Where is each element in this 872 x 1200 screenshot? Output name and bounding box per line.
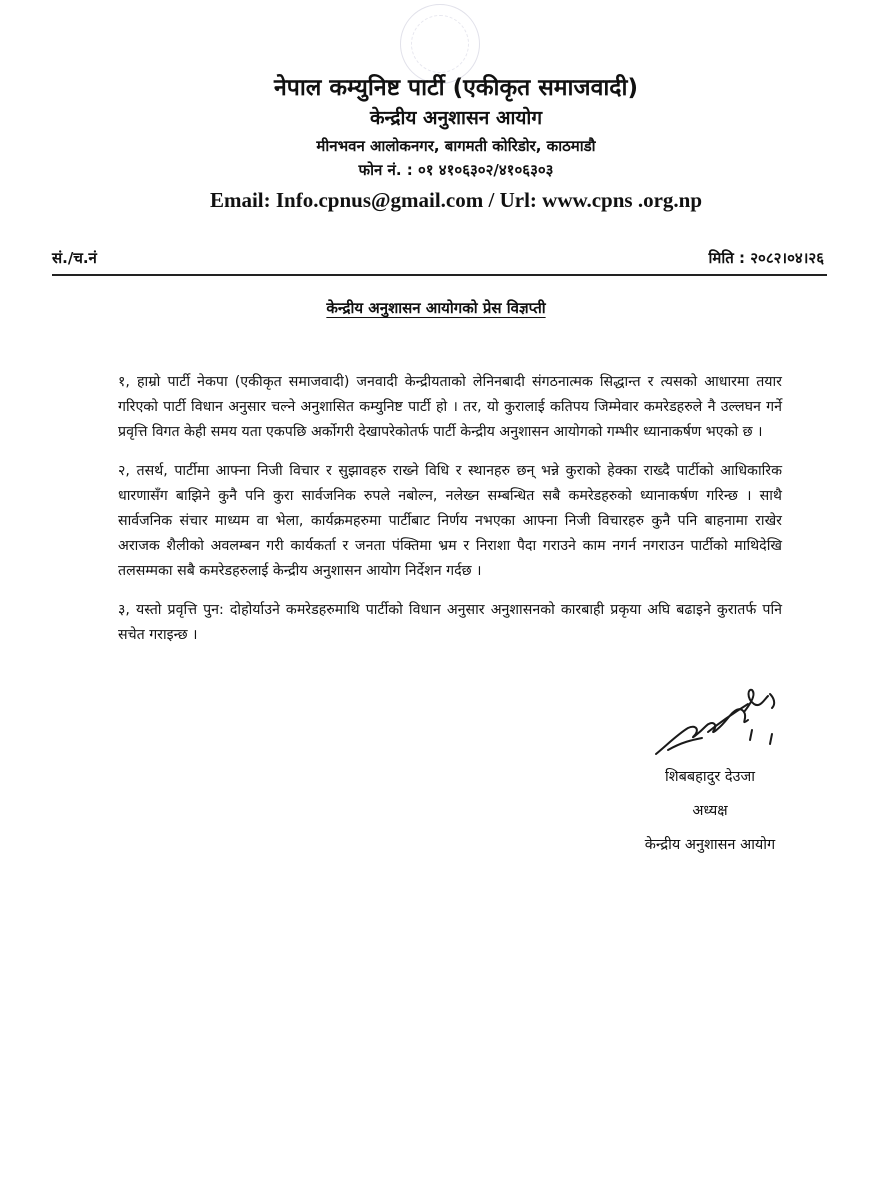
signatory-name: शिबबहादुर देउजा <box>664 769 756 785</box>
header-divider <box>52 274 827 276</box>
handwritten-signature <box>648 684 798 764</box>
paragraph-3: ३, यस्तो प्रवृत्ति पुन: दोहोर्याउने कमरेडहरुमाथि पार्टीको विधान अनुसार अनुशासनको कारबाही प्रकृया अघि बढाइने कुरातर्फ पनि सचेत गराइन्छ । <box>118 602 782 643</box>
paragraph-1: १, हाम्रो पार्टी नेकपा (एकीकृत समाजवादी) जनवादी केन्द्रीयताको लेनिनबादी संगठनात्मक सिद्धान्त र त्यसको आधारमा तयार गरिएको पार्टी विधान अनुसार चल्ने अनुशासित कम्युनिष्ट पार्टी हो । तर, यो कुरालाई कतिपय जिम्मेवार कमरेडहरुले नै उल्लघन गर्ने प्रवृत्ति विगत केही समय यता एकपछि अर्कोगरी देखापरेकोतर्फ पार्टी केन्द्रीय अनुशासन आयोगको गम्भीर ध्यानाकर्षण भएको छ । <box>118 374 782 440</box>
email-url-line: Email: Info.cpnus@gmail.com / Url: www.cpns .org.np <box>209 188 703 212</box>
paragraph-2: २, तसर्थ, पार्टीमा आफ्ना निजी विचार र सुझावहरु राख्ने विधि र स्थानहरु छन् भन्ने कुराको हेक्का राख्दै पार्टीको आधिकारिक धारणासँग बाझिने कुनै पनि कुरा सार्वजनिक रुपले नबोल्न, नलेख्न सम्बन्धित सबै कमरेडहरुको ध्यानाकर्षण गरिन्छ । साथै सार्वजनिक संचार माध्यम वा भेला, कार्यक्रमहरुमा पार्टीबाट निर्णय नभएका आफ्ना निजी विचारहरु कुनै पनि बाहनामा राखेर अराजक शैलीको अवलम्बन गरी कार्यकर्ता र जनता पंक्तिमा भ्रम र निराशा पैदा गराउने काम नगर्न नगराउन पार्टीको माथिदेखि तलसम्मका सबै कमरेडहरुलाई केन्द्रीय अनुशासन आयोग निर्देशन गर्दछ । <box>118 463 783 579</box>
document-date: मिति : २०८२।०४।२६ <box>708 249 824 267</box>
press-release-heading <box>0 298 872 318</box>
heading-text: केन्द्रीय अनुशासन आयोगको प्रेस विज्ञप्ती <box>326 299 546 317</box>
signatory-title: अध्यक्ष <box>692 803 728 819</box>
commission-name: केन्द्रीय अनुशासन आयोग <box>369 107 543 129</box>
statement-body <box>118 370 782 662</box>
party-name: नेपाल कम्युनिष्ट पार्टी (एकीकृत समाजवादी) <box>274 75 638 101</box>
reference-number: सं./च.नं <box>52 249 97 267</box>
office-address: मीनभवन आलोकनगर, बागमती कोरिडोर, काठमाडौ <box>316 137 596 155</box>
signatory-organization: केन्द्रीय अनुशासन आयोग <box>644 837 776 853</box>
letterhead <box>0 72 872 216</box>
reference-line <box>52 248 824 268</box>
signatory-block <box>600 760 820 862</box>
phone-number: फोन नं. : ०१ ४१०६३०२/४१०६३०३ <box>358 161 554 179</box>
